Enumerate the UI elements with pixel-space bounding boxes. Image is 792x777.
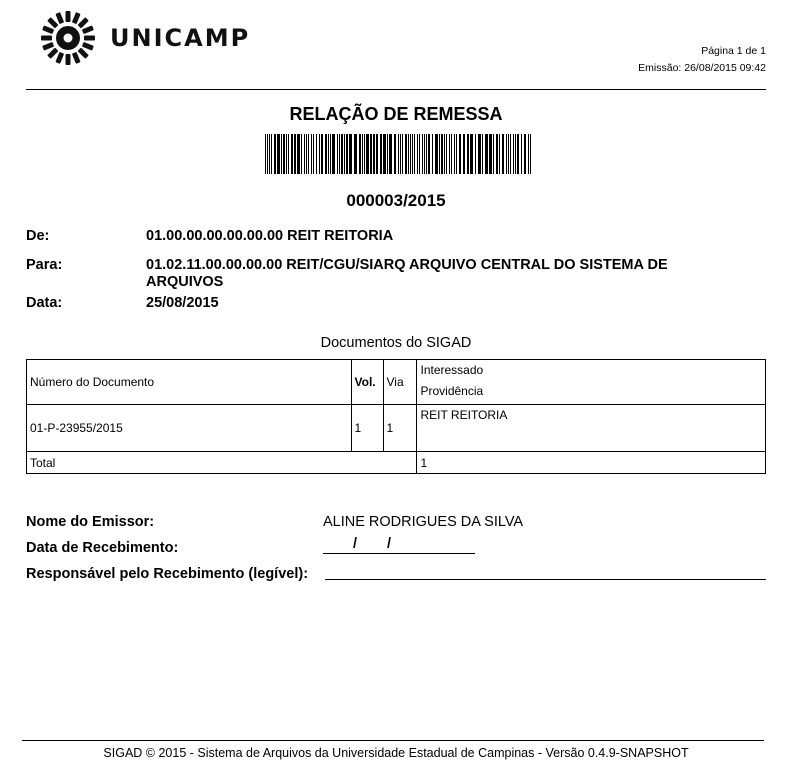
page-info [638,43,766,77]
total-label: Total [27,452,417,474]
de-value: 01.00.00.00.00.00.00 REIT REITORIA [146,228,394,244]
recebimento-label: Data de Recebimento: [26,540,179,556]
cell-numero: 01-P-23955/2015 [27,405,352,452]
logo-text: UNICAMP [110,24,251,52]
barcode-icon [265,134,533,174]
header-numero: Número do Documento [27,360,352,405]
date-underline [323,553,475,554]
table-header-row [27,360,766,405]
emissor-value: ALINE RODRIGUES DA SILVA [323,514,524,530]
date-separator: / [353,536,358,552]
unicamp-logo-icon [40,10,96,66]
footer-divider [22,740,764,741]
recebimento-date-blank [323,537,475,554]
de-label: De: [26,228,50,244]
para-value: 01.02.11.00.00.00.00 REIT/CGU/SIARQ ARQUIVO CENTRAL DO SISTEMA DE ARQUIVOS [146,257,668,290]
documents-table [26,359,766,474]
header-divider [26,89,766,90]
responsavel-signature-line [325,579,766,580]
cell-vol: 1 [351,405,383,452]
document-title: RELAÇÃO DE REMESSA [289,104,503,124]
table-row [27,405,766,452]
header-vol: Vol. [351,360,383,405]
header-providencia: Providência [420,384,484,398]
data-value: 25/08/2015 [146,295,219,311]
unicamp-logo [40,10,280,66]
responsavel-label: Responsável pelo Recebimento (legível): [26,566,309,582]
emissor-label: Nome do Emissor: [26,514,155,530]
total-value: 1 [417,452,766,474]
header-interessado-providencia [417,360,766,405]
documents-caption: Documentos do SIGAD [320,335,472,351]
table-total-row [27,452,766,474]
header-interessado: Interessado [420,363,484,377]
header-via: Via [383,360,417,405]
para-label: Para: [26,257,63,273]
cell-interessado: REIT REITORIA [420,408,508,422]
data-label: Data: [26,295,63,311]
emission-date: Emissão: 26/08/2015 09:42 [638,62,766,74]
cell-interessado-providencia [417,405,766,452]
cell-via: 1 [383,405,417,452]
footer-text: SIGAD © 2015 - Sistema de Arquivos da Universidade Estadual de Campinas - Versão 0.4.9-SNAPSHOT [103,746,689,760]
remessa-number: 000003/2015 [346,191,446,210]
date-separator: / [387,536,392,552]
cell-providencia [417,426,765,432]
page-number: Página 1 de 1 [701,45,766,57]
